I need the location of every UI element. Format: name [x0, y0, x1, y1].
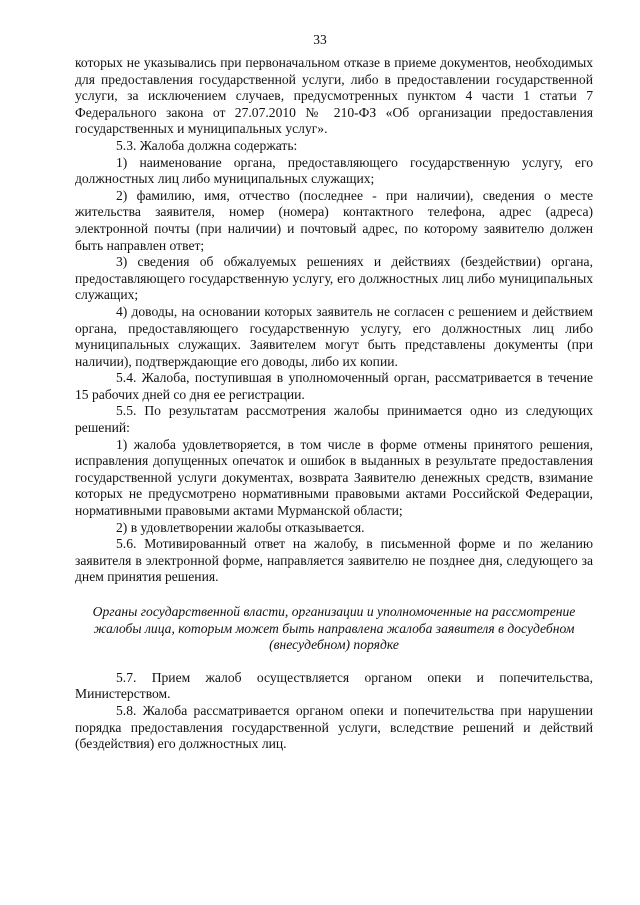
document-body [75, 55, 593, 753]
list-item: 2) в удовлетворении жалобы отказывается. [116, 519, 365, 535]
paragraph-5-4: 5.4. Жалоба, поступившая в уполномоченный орган, рассматривается в течение 15 рабочих дней со дня ее регистрации. [75, 370, 593, 402]
list-item: 1) жалоба удовлетворяется, в том числе в форме отмены принятого решения, исправления допущенных опечаток и ошибок в выданных в результате предоставления государственной услуги документах, возврата Заявителю денежных средств, взимание которых не предусмотрено нормативными правовыми актами Российской Федерации, нормативными правовыми актами Мурманской области; [75, 436, 593, 519]
list-item: 3) сведения об обжалуемых решениях и действиях (бездействии) органа, предоставляющего государственную услугу, его должностных лиц либо муниципальных служащих; [75, 254, 593, 303]
paragraph-5-6: 5.6. Мотивированный ответ на жалобу, в письменной форме и по желанию заявителя в электронной форме, направляется заявителю не позднее дня, следующего за днем принятия решения. [75, 536, 593, 585]
list-item: 4) доводы, на основании которых заявитель не согласен с решением и действием органа, предоставляющего государственную услугу, его должностных лиц либо муниципальных служащих. Заявителем могут быть представлены документы (при наличии), подтверждающие его доводы, либо их копии. [75, 303, 593, 369]
section-heading: Органы государственной власти, организации и уполномоченные на рассмотрение жалобы лица, которым может быть направлена жалоба заявителя в досудебном (внесудебном) порядке [92, 604, 576, 653]
paragraph-5-5: 5.5. По результатам рассмотрения жалобы принимается одно из следующих решений: [75, 403, 593, 436]
paragraph-continuation: которых не указывались при первоначальном отказе в приеме документов, необходимых для предоставления государственной услуги, либо в предоставлении государственной услуги, за исключением случаев, предусмотренных пунктом 4 части 1 статьи 7 Федерального закона от 27.07.2010 № 210-ФЗ «Об организации предоставления государственных и муниципальных услуг». [75, 55, 593, 137]
list-item: 1) наименование органа, предоставляющего государственную услугу, его должностных лиц либо муниципальных служащих; [75, 154, 593, 187]
list-item: 2) фамилию, имя, отчество (последнее - при наличии), сведения о месте жительства заявителя, номер (номера) контактного телефона, адрес (адреса) электронной почты (при наличии) и почтовый адрес, по которому заявителю должен быть направлен ответ; [75, 187, 593, 253]
paragraph-5-3: 5.3. Жалоба должна содержать: [116, 137, 298, 153]
page-number: 33 [313, 32, 327, 47]
paragraph-5-7: 5.7. Прием жалоб осуществляется органом опеки и попечительства, Министерством. [75, 669, 593, 702]
paragraph-5-8: 5.8. Жалоба рассматривается органом опеки и попечительства при нарушении порядка предоставления государственной услуги, вследствие решений и действий (бездействия) его должностных лиц. [75, 702, 593, 752]
